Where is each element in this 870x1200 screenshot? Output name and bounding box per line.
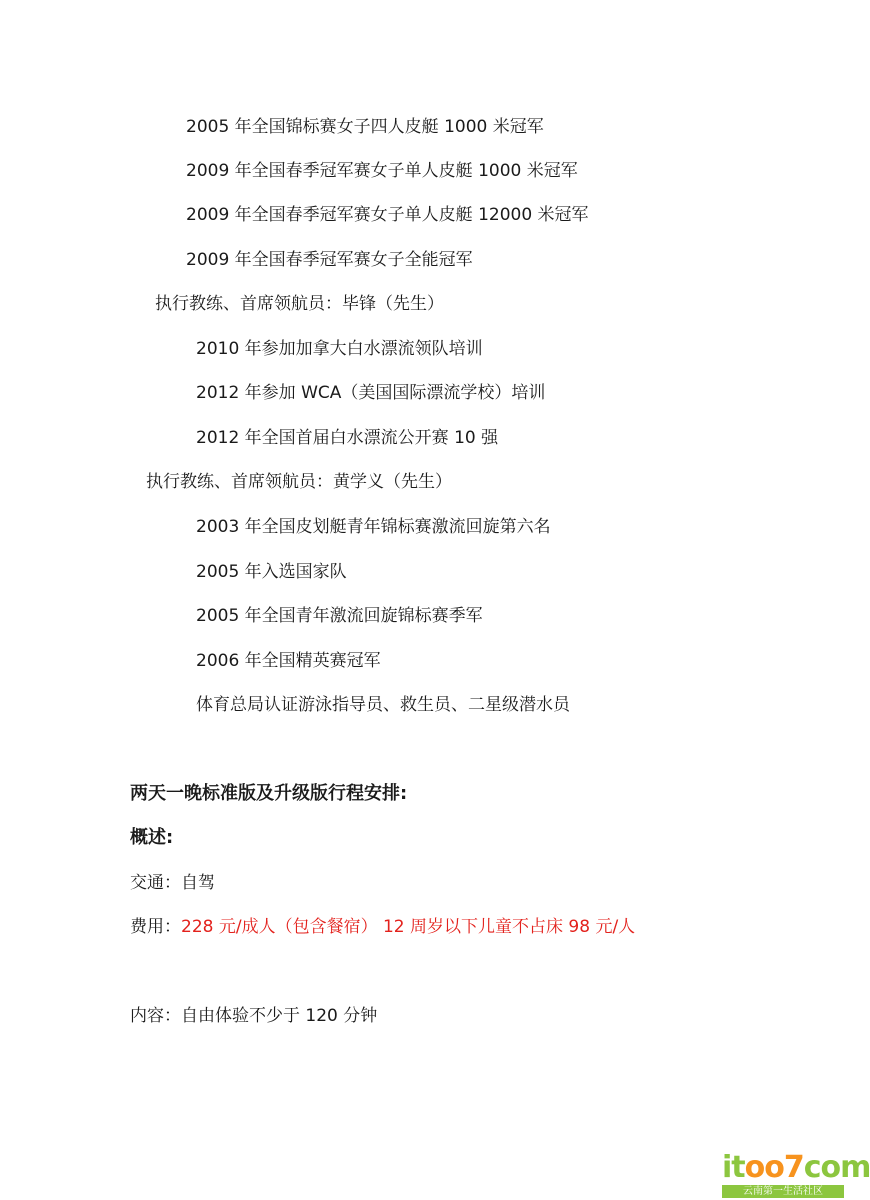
coach-credential: 2012 年全国首届白水漂流公开赛 10 强 — [196, 428, 499, 448]
coach-credential: 2003 年全国皮划艇青年锦标赛激流回旋第六名 — [196, 517, 551, 537]
fee-info — [130, 916, 635, 938]
coach-title: 执行教练、首席领航员：黄学义（先生） — [146, 472, 452, 492]
fee-value: 228 元/成人（包含餐宿） 12 周岁以下儿童不占床 98 元/人 — [181, 917, 636, 937]
award-item: 2005 年全国锦标赛女子四人皮艇 1000 米冠军 — [186, 117, 544, 137]
overview-label: 概述: — [130, 827, 174, 848]
coach-credential: 2006 年全国精英赛冠军 — [196, 651, 381, 671]
award-item: 2009 年全国春季冠军赛女子全能冠军 — [186, 250, 473, 270]
content-info: 内容：自由体验不少于 120 分钟 — [130, 1006, 378, 1026]
award-item: 2009 年全国春季冠军赛女子单人皮艇 12000 米冠军 — [186, 205, 589, 225]
itinerary-heading: 两天一晚标准版及升级版行程安排: — [130, 783, 408, 804]
coach-credential: 2005 年入选国家队 — [196, 562, 347, 582]
coach-credential: 2005 年全国青年激流回旋锦标赛季军 — [196, 606, 483, 626]
coach-credential: 体育总局认证游泳指导员、救生员、二星级潜水员 — [196, 695, 570, 715]
logo-wordmark: itoo7com — [722, 1150, 870, 1185]
coach-title: 执行教练、首席领航员：毕锋（先生） — [155, 294, 444, 314]
fee-label: 费用： — [130, 917, 181, 937]
coach-credential: 2012 年参加 WCA（美国国际漂流学校）培训 — [196, 383, 546, 403]
award-item: 2009 年全国春季冠军赛女子单人皮艇 1000 米冠军 — [186, 161, 578, 181]
site-logo — [722, 1150, 870, 1198]
coach-credential: 2010 年参加加拿大白水漂流领队培训 — [196, 339, 483, 359]
logo-tagline: 云南第一生活社区 — [722, 1185, 844, 1198]
transport-info: 交通：自驾 — [130, 873, 215, 893]
